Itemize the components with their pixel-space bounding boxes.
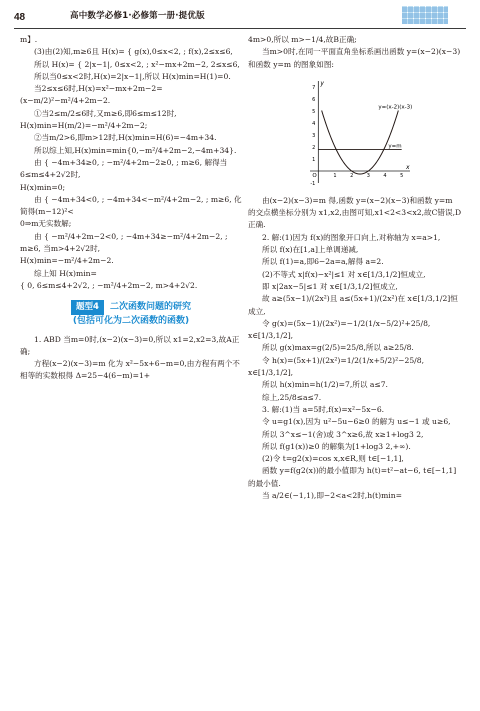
header-title: 高中数学必修1·必修第一册·提优版	[70, 11, 205, 21]
text-line: 由 { −4m+34≥0, ; −m²/4+2m−2≥0, ; m≥6, 解得当6≤m≤4+2√2时,	[20, 157, 228, 180]
y-tick-label: 1	[312, 156, 316, 163]
text-line: 4m>0,所以 m>−1/4,故B正确;	[248, 35, 357, 44]
y-tick-label: -1	[310, 180, 316, 187]
curve-label: y=(x-2)(x-3)	[378, 104, 413, 111]
text-line: 当m>0时,在同一平面直角坐标系画出函数 y=(x−2)(x−3)和函数 y=m 的图象如图:	[248, 47, 461, 69]
text-line: 函数 y=f(g2(x))的最小值即为 h(t)=t²−at−6, t∈[−1,1]的最小值.	[248, 466, 457, 488]
text-line: 由 { −m²/4+2m−2<0, ; −4m+34≥−m²/4+2m−2, ; m≥6, 当m>4+2√2时,	[20, 231, 228, 254]
text-line: 由(x−2)(x−3)=m 得,函数 y=(x−2)(x−3)和函数 y=m 的交点横坐标分别为 x1,x2,由图可知,x1<2<3<x2,故C错误,D正确.	[248, 195, 462, 230]
y-tick-label: 7	[312, 84, 316, 91]
header-rule	[14, 28, 466, 29]
text-line: 2. 解:(1)因为 f(x)的图象开口向上,对称轴为 x=a>1,	[262, 232, 441, 242]
text-line: 令 h(x)=(5x+1)/(2x²)=1/2(1/x+5/2)²−25/8, x∈[1/3,1/2],	[248, 355, 424, 378]
y-tick-label: 5	[312, 108, 316, 115]
text-line: 3. 解:(1)当 a=5时,f(x)=x²−5x−6.	[262, 404, 385, 414]
text-line: 所以 g(x)max=g(2/5)=25/8,所以 a≥25/8.	[262, 343, 414, 353]
text-line: 综上,25/8≤a≤7.	[262, 392, 322, 402]
text-line: 所以 f(x)在[1,a]上单调递减,	[262, 245, 359, 255]
section-heading	[20, 300, 242, 327]
text-line: 所以 f(g1(x))≥0 的解集为[1+log3 2,+∞).	[262, 441, 411, 451]
line-label: y=m	[388, 143, 402, 150]
text-line: ①当2≤m/2≤6时,又m≥6,即6≤m≤12时,	[34, 108, 177, 118]
text-line: 所以 3^x≤−1(舍)或 3^x≥6,故 x≥1+log3 2,	[262, 429, 424, 439]
y-tick-label: 2	[312, 144, 316, 151]
x-tick-label: 1	[333, 172, 337, 179]
text-line: 当 a/2∈(−1,1),即−2<a<2时,h(t)min=	[262, 491, 402, 501]
text-line: H(x)min=0;	[20, 182, 66, 192]
text-line: 令 u=g1(x),因为 u²−5u−6≥0 的解为 u≤−1 或 u≥6,	[262, 417, 451, 427]
section-title: 二次函数问题的研究	[109, 302, 191, 313]
text-line: 所以当0≤x<2时,H(x)=2|x−1|,所以 H(x)min=H(1)=0.	[34, 71, 231, 81]
text-line: (3)由(2)知,m≥6且 H(x)= { g(x),0≤x<2, ; f(x),2≤x≤6,	[34, 47, 233, 57]
text-line: 故 a≥(5x−1)/(2x²)且 a≤(5x+1)/(2x²)在 x∈[1/3,1/2]恒成立,	[248, 294, 458, 316]
text-line: 当2≤x≤6时,H(x)=x²−mx+2m−2=(x−m/2)²−m²/4+2m−2.	[20, 84, 163, 106]
right-column	[248, 34, 462, 502]
text-line: (2)令 t=g2(x)=cos x,x∈R,则 t∈[−1,1],	[262, 454, 404, 464]
text-line: 所以 h(x)min=h(1/2)=7,所以 a≤7.	[262, 380, 388, 390]
x-axis-label: x	[406, 163, 410, 171]
x-tick-label: 2	[350, 172, 354, 179]
y-axis-label: y	[320, 79, 324, 87]
text-line: 令 g(x)=(5x−1)/(2x²)=−1/2(1/x−5/2)²+25/8, x∈[1/3,1/2],	[248, 318, 431, 341]
section-subtitle: (包括可化为二次函数的函数)	[72, 315, 190, 326]
answer-line: 1. ABD 当m=0时,(x−2)(x−3)=0,所以 x1=2,x2=3,故A正确;	[20, 334, 240, 356]
section-tag: 题型4	[71, 300, 104, 314]
left-column	[20, 34, 242, 383]
header-decoration	[402, 6, 448, 24]
text-line: 所以 H(x)= { 2|x−1|, 0≤x<2, ; x²−mx+2m−2, 2≤x≤6,	[34, 59, 240, 69]
x-tick-label: 5	[400, 172, 404, 179]
y-tick-label: 6	[312, 96, 316, 103]
text-line: m】.	[20, 35, 38, 44]
page-number: 48	[14, 12, 26, 23]
text-line: ②当m/2>6,即m>12时,H(x)min=H(6)=−4m+34.	[34, 133, 217, 143]
answer-line: 方程(x−2)(x−3)=m 化为 x²−5x+6−m=0,由方程有两个不相等的实数根得 Δ=25−4(6−m)=1+	[20, 359, 240, 381]
y-tick-label: 3	[312, 132, 316, 139]
text-line: { 0, 6≤m≤4+2√2, ; −m²/4+2m−2, m>4+2√2.	[20, 280, 198, 290]
function-graph	[296, 73, 416, 193]
y-tick-label: 4	[312, 120, 316, 127]
x-tick-label: 4	[383, 172, 387, 179]
text-line: (2)不等式 x|f(x)−x²|≤1 对 x∈[1/3,1/2]恒成立,	[262, 269, 426, 279]
page-header	[0, 0, 480, 36]
text-line: H(x)min=H(m/2)=−m²/4+2m−2;	[20, 121, 148, 131]
text-line: 综上知 H(x)min=	[34, 268, 97, 278]
x-tick-label: 3	[366, 172, 370, 179]
origin-label: O	[312, 172, 317, 179]
text-line: 所以 f(1)=a,即6−2a=a,解得 a=2.	[262, 257, 384, 267]
text-line: 0⇒m无实数解;	[20, 219, 72, 229]
parabola-curve	[322, 110, 402, 173]
text-line: 由 { −4m+34<0, ; −4m+34<−m²/4+2m−2, ; m≥6, 化简得(m−12)²<	[20, 194, 242, 217]
text-line: 即 x|2ax−5|≤1 对 x∈[1/3,1/2]恒成立,	[262, 281, 398, 291]
text-line: H(x)min=−m²/4+2m−2.	[20, 256, 114, 266]
text-line: 所以综上知,H(x)min=min{0,−m²/4+2m−2,−4m+34}.	[34, 145, 237, 155]
